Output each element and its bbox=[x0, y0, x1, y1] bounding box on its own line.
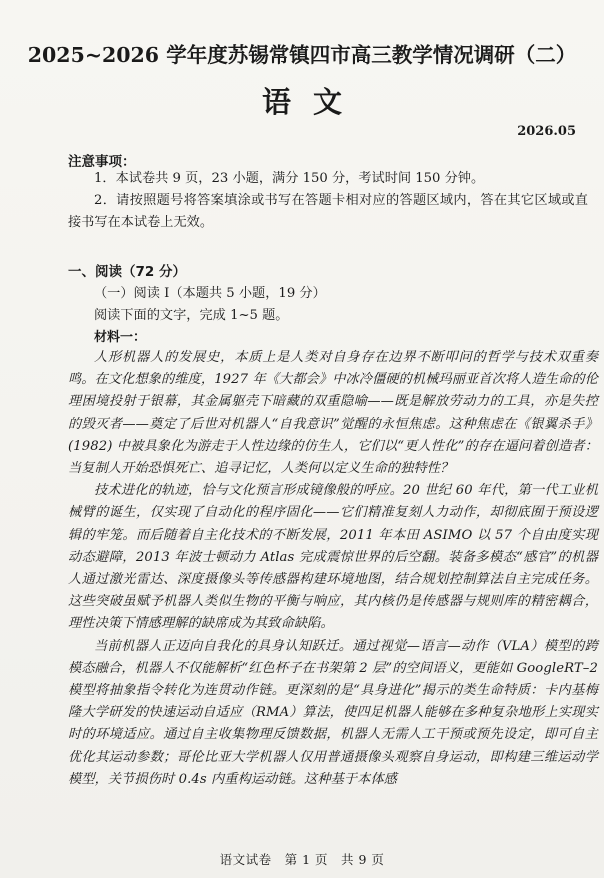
notice-title: 注意事项： bbox=[68, 154, 136, 170]
subject-title: 语文 bbox=[261, 85, 364, 119]
subsection-title: （一）阅读 I（本题共 5 小题，19 分） bbox=[94, 286, 326, 301]
material-label: 材料一： bbox=[94, 330, 147, 345]
notice-item: 1．本试卷共 9 页，23 小题，满分 150 分，考试时间 150 分钟。 bbox=[94, 171, 485, 186]
page-footer: 语文试卷 第 1 页 共 9 页 bbox=[219, 852, 385, 867]
passage-paragraph: 技术进化的轨迹，恰与文化预言形成镜像般的呼应。20 世纪 60 年代，第一代工业机械臂的诞生，仅实现了自动化的程序固化——它们精准复刻人力动作，却彻底囿于预设逻辑的牢笼。而后随着自主化技术的不断发展，2011 年本田 ASIMO 以 57 个自由度实现动态避障，2013 年波士顿动力 Atlas 完成震惊世界的后空翻。装备多模态“感官”的机器人通过激光雷达、深度摄像头等传感器构建环境地图，结合规划控制算法自主完成任务。这些突破虽赋予机器人类似生物的平衡与响应，其内核仍是传感器与规则库的精密耦合，理性决策下情感理解的缺席成为其致命缺陷。 bbox=[68, 483, 598, 632]
reading-instruction: 阅读下面的文字，完成 1~5 题。 bbox=[94, 308, 289, 323]
notice-item: 2．请按照题号将答案填涂或书写在答题卡相对应的答题区域内，答在其它区域或直接书写在本试卷上无效。 bbox=[68, 193, 588, 230]
exam-date: 2026.05 bbox=[517, 124, 576, 139]
notice-list bbox=[68, 168, 588, 234]
passage-paragraph: 人形机器人的发展史，本质上是人类对自身存在边界不断叩问的哲学与技术双重奏鸣。在文化想象的维度，1927 年《大都会》中冰冷僵硬的机械玛丽亚首次将人造生命的伦理困境投射于银幕，其金属躯壳下暗藏的双重隐喻——既是解放劳动力的工具，亦是失控的毁灭者——奠定了后世对机器人“自我意识”觉醒的永恒焦虑。这种焦虑在《银翼杀手》(1982) 中被具象化为游走于人性边缘的仿生人，它们以“更人性化”的存在逼问着创造者：当复制人开始恐惧死亡、追寻记忆，人类何以定义生命的独特性？ bbox=[68, 350, 598, 477]
section-title: 一、阅读（72 分） bbox=[68, 264, 186, 280]
exam-title: 2025~2026 学年度苏锡常镇四市高三教学情况调研（二） bbox=[27, 43, 577, 67]
passage-paragraph: 当前机器人正迈向自我化的具身认知跃迁。通过视觉—语言—动作（VLA）模型的跨模态融合，机器人不仅能解析“红色杯子在书架第 2 层”的空间语义，更能如 GoogleRT–2 模型将抽象指令转化为连贯动作链。更深刻的是“具身进化”揭示的类生命特质：卡内基梅隆大学研发的快速运动自适应（RMA）算法，使四足机器人能够在多种复杂地形上实现实时的环境适应。通过自主收集物理反馈数据，机器人无需人工干预或预先设定，即可自主优化其运动参数；哥伦比亚大学机器人仅用普通摄像头观察自身运动，即构建三维运动学模型，关节损伤时 0.4s 内重构运动链。这种基于本体感 bbox=[68, 638, 598, 787]
reading-passage bbox=[68, 347, 598, 791]
